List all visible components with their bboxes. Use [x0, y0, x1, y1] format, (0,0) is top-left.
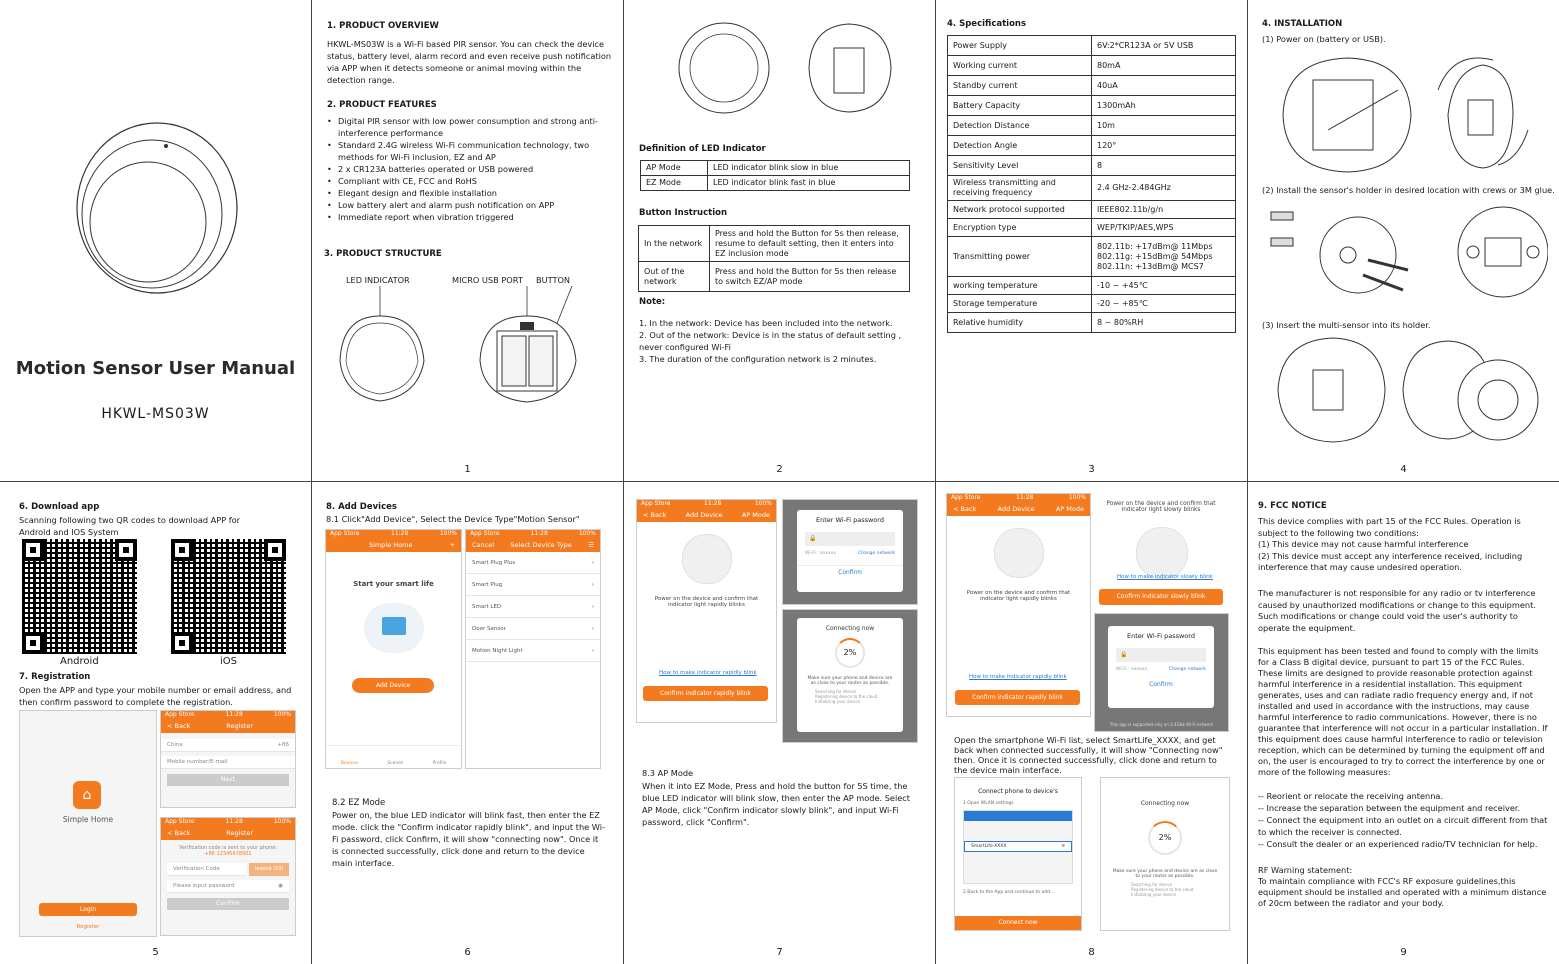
page-1 [312, 0, 624, 482]
spec-value: 6V:2*CR123A or 5V USB [1092, 36, 1236, 56]
table-cell: LED indicator blink fast in blue [708, 176, 910, 191]
qr-finder [264, 539, 286, 561]
next-button[interactable]: Next [167, 774, 289, 786]
spec-row [948, 156, 1236, 176]
lock-icon: 🔒 [1120, 651, 1128, 658]
structure-heading: 3. PRODUCT STRUCTURE [324, 249, 442, 259]
back-button[interactable]: < Back [167, 722, 191, 730]
spec-value: 2.4 GHz-2.484GHz [1092, 176, 1236, 201]
verification-info: Verification code is sent to your phone: [178, 845, 278, 851]
table-cell: LED indicator blink slow in blue [708, 161, 910, 176]
rf-text: To maintain compliance with FCC's RF exposure guidelines,this equipment should be installed and operated with a minimum distance of 20cm between the radiator and your body. [1258, 876, 1547, 908]
verification-placeholder: Verification Code [173, 866, 220, 872]
howto-link[interactable]: How to make indicator rapidly blink [969, 674, 1067, 680]
home-screen [325, 529, 462, 769]
spec-label: Detection Distance [948, 116, 1092, 136]
device-image [682, 534, 732, 584]
status-battery: 100% [273, 711, 291, 718]
page-number: 3 [1088, 464, 1095, 475]
page-2 [624, 0, 936, 482]
led-table [640, 160, 910, 191]
registration-heading: 7. Registration [19, 672, 91, 682]
password-input[interactable] [167, 880, 289, 893]
overview-text: HKWL-MS03W is a Wi-Fi based PIR sensor. You can check the device status, battery level, alarm record and even receive push notification via APP when it detects someone or animal moving within the detection range. [327, 39, 612, 85]
page-6 [312, 482, 624, 964]
status-carrier: App Store [165, 711, 195, 718]
features-heading: 2. PRODUCT FEATURES [327, 100, 437, 110]
rf-heading: RF Warning statement: [1258, 865, 1353, 875]
wifi-password-screen [782, 499, 918, 605]
table-row [641, 161, 910, 176]
ez-heading: 8.2 EZ Mode [332, 798, 386, 808]
spec-value: -20 ~ +85℃ [1092, 295, 1236, 313]
download-text: Scanning following two QR codes to download APP for Android and IOS System [19, 515, 240, 537]
measure-item: -- Reorient or relocate the receiving antenna. [1258, 791, 1444, 801]
spec-row [948, 136, 1236, 156]
fcc-modification: The manufacturer is not responsible for any radio or tv interference caused by unauthorized modifications or change to this equipment. Such modifications or change could void the user's authority to operate the equipment. [1258, 588, 1536, 633]
login-button[interactable]: Login [39, 903, 137, 916]
select-title: Select Device Type [510, 541, 572, 549]
status-carrier: App Store [641, 500, 671, 507]
mobile-input[interactable] [161, 756, 295, 769]
ap-heading: 8.3 AP Mode [642, 768, 694, 778]
fcc-condition-1: (1) This device may not cause harmful interference [1258, 539, 1469, 549]
open-wifi-text: Open the smartphone Wi-Fi list, select SmartLife_XXXX, and get back when connected successfully, it will show "Connecting now" then. Once it is connected successfully, click done and return to the device main interface. [954, 735, 1223, 775]
app-splash-screen [19, 710, 157, 937]
fcc-condition-2: (2) This device must accept any interference received, including interference that may cause undesired operation. [1258, 550, 1523, 572]
page-number: 5 [152, 947, 159, 958]
chevron-right-icon: › [591, 581, 594, 588]
connecting-title: Connecting now [825, 625, 875, 632]
spec-table [947, 35, 1236, 333]
notes-list [639, 317, 927, 365]
device-type-label: Smart LED [472, 603, 502, 610]
button-heading: Button Instruction [639, 208, 727, 218]
android-label: Android [60, 656, 99, 667]
spec-label: Network protocol supported [948, 201, 1092, 219]
screen-title: Add Device [685, 511, 723, 519]
spec-label: Transmitting power [948, 237, 1092, 277]
device-type-item[interactable] [466, 552, 600, 574]
spec-value: 8 [1092, 156, 1236, 176]
step-item: Registering device to the cloud [1131, 887, 1194, 892]
connect-title: Connect phone to device's [978, 788, 1058, 795]
ios-label: iOS [220, 656, 237, 667]
spec-label: Encryption type [948, 219, 1092, 237]
resend-button[interactable]: resend (59) [249, 863, 289, 876]
status-battery: 100% [578, 530, 596, 537]
verification-code-input[interactable] [167, 863, 246, 876]
measure-item: -- Connect the equipment into an outlet on a circuit different from that to which the receiver is connected. [1258, 815, 1548, 837]
cover-title: Motion Sensor User Manual [15, 358, 296, 379]
spec-value: 10m [1092, 116, 1236, 136]
password-input[interactable] [805, 532, 895, 546]
scan-icon[interactable]: ☰ [588, 541, 594, 549]
label-button: BUTTON [536, 275, 571, 285]
feature-item: • Low battery alert and alarm push notification on APP [327, 199, 605, 211]
feature-item: • Digital PIR sensor with low power consumption and strong anti-interference performance [327, 115, 605, 139]
select-device-screen [465, 529, 601, 769]
spec-label: Battery Capacity [948, 96, 1092, 116]
device-type-item[interactable] [466, 596, 600, 618]
phone-number: +86 12345678901 [204, 851, 252, 857]
wifi-title: Enter Wi-Fi password [816, 516, 884, 524]
table-cell: Press and hold the Button for 5s then release, resume to default setting, then it enters into EZ inclusion mode [710, 226, 910, 262]
table-cell: In the network [639, 226, 710, 262]
plus-icon[interactable]: + [449, 541, 455, 549]
download-heading: 6. Download app [19, 502, 100, 512]
table-cell: EZ Mode [641, 176, 708, 191]
spec-value: 802.11b: +17dBm@ 11Mbps 802.11g: +15dBm@ 54Mbps 802.11n: +13dBm@ MCS7 [1092, 237, 1236, 277]
page-number: 2 [776, 464, 783, 475]
page-number: 7 [776, 947, 783, 958]
spec-row [948, 76, 1236, 96]
install-heading: 4. INSTALLATION [1262, 19, 1343, 29]
status-battery: 100% [754, 500, 772, 507]
register-link[interactable]: Register [76, 924, 100, 930]
install-step-3: (3) Insert the multi-sensor into its holder. [1262, 320, 1431, 330]
connecting-screen-ap [1100, 777, 1230, 931]
wifi-name: Wi-Fi : xxxxxx [1116, 667, 1148, 672]
spec-value: 120° [1092, 136, 1236, 156]
wifi-icon: ≋ [1061, 844, 1065, 849]
spec-row [948, 313, 1236, 333]
step-item: Initializing your device [815, 699, 861, 704]
country-code: +86 [277, 742, 289, 748]
chevron-right-icon: › [591, 603, 594, 610]
power-on-text: Power on the device and confirm that indicator light rapidly blinks [966, 590, 1071, 602]
battery-illustration [1273, 50, 1533, 180]
home-title: Simple Home [369, 541, 413, 549]
status-time: 11:28 [225, 818, 243, 825]
change-network-link[interactable]: Change network [858, 551, 895, 556]
qr-finder [22, 632, 44, 654]
features-list [327, 115, 605, 223]
change-network-link[interactable]: Change network [1169, 667, 1206, 672]
screen-title: Register [226, 722, 254, 730]
spec-row [948, 116, 1236, 136]
confirm-slow-button[interactable]: Confirm indicator slowly blink [1099, 589, 1223, 605]
connect-device-screen [954, 777, 1082, 931]
spec-label: Sensitivity Level [948, 156, 1092, 176]
table-row [639, 226, 910, 262]
status-battery: 100% [1068, 494, 1086, 501]
note-item: 1. In the network: Device has been included into the network. [639, 318, 893, 328]
status-carrier: App Store [470, 530, 500, 537]
fcc-measures [1258, 790, 1551, 850]
add-device-ez-screen [636, 499, 777, 723]
note-item: 3. The duration of the configuration network is 2 minutes. [639, 354, 877, 364]
page-9 [1248, 482, 1559, 964]
smart-home-illustration [364, 603, 424, 653]
page-7 [624, 482, 936, 964]
spec-label: working temperature [948, 277, 1092, 295]
back-button[interactable]: < Back [953, 505, 977, 513]
wifi-title: Enter Wi-Fi password [1127, 632, 1195, 640]
install-step-2: (2) Install the sensor's holder in desired location with crews or 3M glue. [1262, 185, 1555, 195]
connect-now-button[interactable]: Connect now [955, 916, 1081, 930]
step-item: Registering device to the cloud [815, 694, 878, 699]
page-number: 1 [464, 464, 471, 475]
qr-finder [171, 632, 193, 654]
add-device-button[interactable]: Add Device [352, 678, 434, 693]
back-button[interactable]: < Back [167, 829, 191, 837]
fcc-classb: This equipment has been tested and found to comply with the limits for a Class B digital device, pursuant to part 15 of the FCC Rules. These limits are designed to provide reasonable protection against harmful interference in a residential installation. This equipment generates, uses and can radiate radio frequency energy and, if not installed and used in accordance with the instructions, may cause harmful interference to radio communications. However, there is no guarantee that interference will not occur in a particular installation. If this equipment does cause harmful interference to radio or television reception, which can be determined by turning the equipment off and on, the user is encouraged to try to correct the interference by one or more of the following measures: [1258, 646, 1548, 777]
spec-label: Storage temperature [948, 295, 1092, 313]
spec-label: Detection Angle [948, 136, 1092, 156]
ez-text: Power on, the blue LED indicator will blink fast, then enter the EZ mode. click the "Confirm indicator rapidly blink", and input the Wi-Fi password, click Confirm, it will show "connecting now". Once it is connected successfully, click done and return to the device main interface. [332, 810, 605, 868]
note-heading: Note: [639, 297, 666, 307]
screen-title: Register [226, 829, 254, 837]
status-battery: 100% [273, 818, 291, 825]
only-24ghz-note: This app is supported only on 2.4GHz Wi-Fi network [1109, 722, 1214, 727]
overview-heading: 1. PRODUCT OVERVIEW [327, 21, 439, 31]
label-usb: MICRO USB PORT [452, 275, 523, 285]
table-cell: AP Mode [641, 161, 708, 176]
spec-value: 8 ~ 80%RH [1092, 313, 1236, 333]
password-placeholder: Please input password [173, 883, 235, 889]
back-button[interactable]: < Back [643, 511, 667, 519]
confirm-button[interactable]: Confirm [167, 898, 289, 910]
mobile-placeholder: Mobile number/E-mail [167, 759, 228, 765]
slow-device-image [1136, 527, 1188, 579]
add-device-ap-screen-a [946, 493, 1091, 717]
qr-finder [22, 539, 44, 561]
device-type-label: Smart Plug [472, 581, 503, 588]
spec-value: WEP/TKIP/AES,WPS [1092, 219, 1236, 237]
status-time: 11:28 [1016, 494, 1034, 501]
spec-row [948, 201, 1236, 219]
slow-howto-link[interactable]: How to make indicator slowly blink [1117, 574, 1213, 580]
page-number: 8 [1088, 947, 1095, 958]
feature-item: • 2 x CR123A batteries operated or USB powered [327, 163, 605, 175]
slow-blink-text: Power on the device and confirm that indicator light slowly blinks [1106, 501, 1216, 513]
keep-close-text: Make sure your phone and device are as close to your router as possible. [807, 676, 893, 686]
spec-row [948, 56, 1236, 76]
feature-item: • Immediate report when vibration triggered [327, 211, 605, 223]
measure-item: -- Increase the separation between the equipment and receiver. [1258, 803, 1521, 813]
status-time: 11:28 [704, 500, 722, 507]
tab-profile[interactable]: Profile [432, 761, 447, 766]
confirm-rapid-button[interactable]: Confirm indicator rapidly blink [955, 690, 1080, 705]
feature-item: • Compliant with CE, FCC and RoHS [327, 175, 605, 187]
chevron-right-icon: › [591, 559, 594, 566]
spec-row [948, 295, 1236, 313]
page-5 [0, 482, 312, 964]
wifi-name: Wi-Fi : xxxxxx [805, 551, 837, 556]
country-value: China [167, 742, 183, 748]
sensor-illustration [72, 118, 242, 303]
spec-value: -10 ~ +45℃ [1092, 277, 1236, 295]
page-3 [936, 0, 1248, 482]
page-number: 9 [1400, 947, 1407, 958]
spec-row [948, 277, 1236, 295]
eye-icon[interactable]: ◉ [278, 883, 283, 889]
confirm-rapid-button[interactable]: Confirm indicator rapidly blink [643, 686, 768, 701]
device-type-item[interactable] [466, 618, 600, 640]
page-number: 6 [464, 947, 471, 958]
wlan-list [963, 810, 1073, 884]
howto-link[interactable]: How to make indicator rapidly blink [659, 670, 757, 676]
fcc-paragraph [1258, 516, 1551, 574]
chevron-right-icon: › [591, 647, 594, 654]
table-row [641, 176, 910, 191]
connecting-screen-ez [782, 609, 918, 743]
led-heading: Definition of LED Indicator [639, 144, 766, 154]
start-text: Start your smart life [353, 580, 434, 588]
confirm-button[interactable]: Confirm [797, 565, 903, 576]
tab-devices[interactable]: Devices [340, 761, 359, 766]
fcc-heading: 9. FCC NOTICE [1258, 501, 1327, 511]
cover-panel [0, 0, 312, 482]
step-item: Searching for device [1131, 882, 1173, 887]
cover-model: HKWL-MS03W [101, 406, 210, 422]
connecting-title: Connecting now [1140, 800, 1190, 807]
status-carrier: App Store [330, 530, 360, 537]
status-carrier: App Store [165, 818, 195, 825]
page-number: 4 [1400, 464, 1407, 475]
screen-title: Add Device [997, 505, 1035, 513]
step-item: Initializing your device [1131, 892, 1177, 897]
spec-label: Power Supply [948, 36, 1092, 56]
spec-value: IEEE802.11b/g/n [1092, 201, 1236, 219]
country-select[interactable] [161, 739, 295, 752]
page-4 [1248, 0, 1559, 482]
device-image [994, 528, 1044, 578]
feature-item: • Elegant design and flexible installation [327, 187, 605, 199]
add-devices-sub: 8.1 Click"Add Device", Select the Device Type"Motion Sensor" [326, 514, 580, 524]
spec-row [948, 237, 1236, 277]
status-time: 11:28 [530, 530, 548, 537]
spec-label: Relative humidity [948, 313, 1092, 333]
spec-heading: 4. Specifications [947, 19, 1027, 29]
app-logo: ⌂ [73, 781, 101, 809]
device-type-label: Smart Plug Plus [472, 559, 516, 566]
device-type-item[interactable] [466, 640, 600, 662]
qr-finder [171, 539, 193, 561]
smartlife-ssid: SmartLife-XXXX [971, 844, 1007, 849]
registration-text: Open the APP and type your mobile number or email address, and then confirm password to complete the registration. [19, 685, 292, 707]
feature-item: • Standard 2.4G wireless Wi-Fi communication technology, two methods for Wi-Fi inclusion, EZ and AP [327, 139, 605, 163]
page-8 [936, 482, 1248, 964]
insert-illustration [1273, 335, 1543, 445]
spec-label: Working current [948, 56, 1092, 76]
spec-row [948, 96, 1236, 116]
qr-finder [115, 539, 137, 561]
cancel-button[interactable]: Cancel [472, 541, 495, 549]
spec-value: 80mA [1092, 56, 1236, 76]
spec-label: Wireless transmitting and receiving frequency [948, 176, 1092, 201]
spec-value: 1300mAh [1092, 96, 1236, 116]
verify-screen [160, 817, 296, 936]
sensor-views [669, 18, 894, 118]
register-screen [160, 710, 296, 808]
status-battery: 100% [439, 530, 457, 537]
table-row [639, 262, 910, 292]
status-time: 11:28 [391, 530, 409, 537]
ap-text: When it into EZ Mode, Press and hold the button for 5S time, the blue LED indicator will blink slow, then enter the AP mode. Select AP Mode, click "Confirm indicator slowly blink", and input Wi-Fi password, click "Confirm". [642, 781, 910, 827]
wifi-list-item[interactable] [964, 841, 1072, 852]
progress-ring: 2% [835, 638, 865, 668]
wifi-password-screen-ap [1094, 613, 1229, 732]
confirm-button[interactable]: Confirm [1149, 681, 1173, 688]
ap-mode-button[interactable]: AP Mode [1055, 505, 1084, 513]
chevron-right-icon: › [591, 625, 594, 632]
keep-close-text: Make sure your phone and device are as close to your router as possible. [1112, 869, 1218, 879]
fcc-conditions: This device complies with part 15 of the FCC Rules. Operation is subject to the following two conditions: [1258, 516, 1521, 538]
ap-mode-button[interactable]: AP Mode [741, 511, 770, 519]
tab-scenes[interactable]: Scenes [387, 761, 404, 766]
table-cell: Out of the network [639, 262, 710, 292]
add-devices-heading: 8. Add Devices [326, 502, 397, 512]
spec-value: 40uA [1092, 76, 1236, 96]
progress-ring: 2% [1148, 821, 1182, 855]
measure-item: -- Consult the dealer or an experienced radio/TV technician for help. [1258, 839, 1538, 849]
device-type-item[interactable] [466, 574, 600, 596]
button-table [638, 225, 910, 292]
power-on-text: Power on the device and confirm that indicator light rapidly blinks [654, 596, 759, 608]
app-name: Simple Home [62, 815, 114, 824]
open-wlan-step: 1.Open WLAN settings [963, 801, 1014, 806]
step-item: Searching for device [815, 689, 857, 694]
spec-row [948, 219, 1236, 237]
lock-icon: 🔒 [809, 535, 817, 542]
device-type-label: Door Sensor [472, 625, 506, 632]
label-led: LED INDICATOR [346, 275, 410, 285]
note-item: 2. Out of the network: Device is in the status of default setting , never configured Wi-Fi [639, 330, 902, 352]
spec-row [948, 176, 1236, 201]
spec-label: Standby current [948, 76, 1092, 96]
device-type-label: Motion Night Light [472, 647, 523, 654]
back-to-app-step: 2.Back to the App and continue to add... [963, 890, 1055, 895]
structure-diagram [332, 286, 582, 406]
spec-row [948, 36, 1236, 56]
table-cell: Press and hold the Button for 5s then release to switch EZ/AP mode [710, 262, 910, 292]
status-time: 11:28 [225, 711, 243, 718]
install-step-1: (1) Power on (battery or USB). [1262, 34, 1386, 44]
password-input[interactable] [1116, 648, 1206, 662]
status-carrier: App Store [951, 494, 981, 501]
holder-illustration [1263, 200, 1548, 305]
